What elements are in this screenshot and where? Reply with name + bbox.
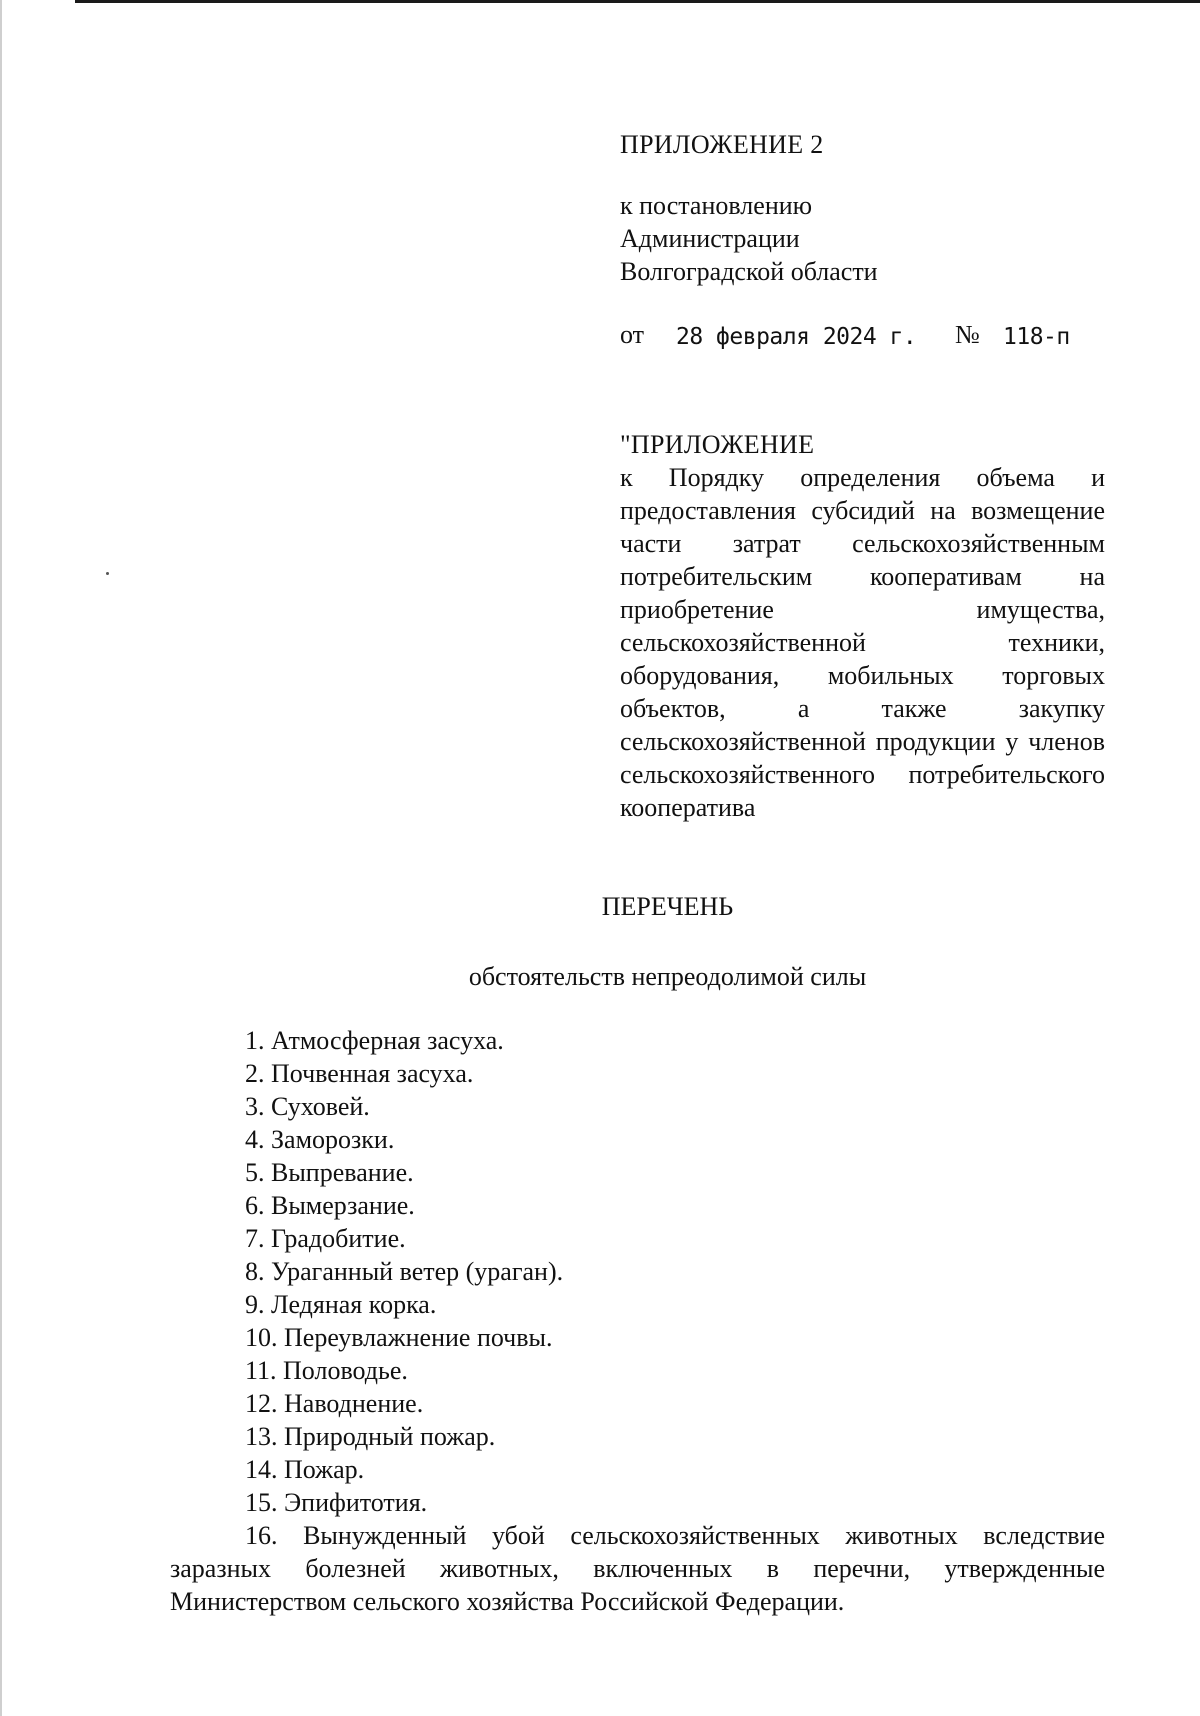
list-title: ПЕРЕЧЕНЬ [601, 892, 734, 921]
list-item: 4. Заморозки. [245, 1125, 395, 1154]
document-number: 118-п [1003, 324, 1070, 350]
list-item: 14. Пожар. [245, 1455, 365, 1484]
quoted-appendix-body: к Порядку определения объема и предоставления субсидий на возмещение части затрат сельскохозяйственным потребительским кооперативам на приобретение имущества, сельскохозяйственной техники, оборудования, мобильных торговых объектов, а также закупку сельскохозяйственной продукции у членов сельскохозяйственного потребительского кооператива [620, 463, 1105, 822]
list-item: 16. Вынужденный убой сельскохозяйственных животных вследствие заразных болезней животных, включенных в перечни, утвержденные Министерством сельского хозяйства Российской Федерации. [170, 1521, 1105, 1616]
document-date: 28 февраля 2024 г. [676, 324, 917, 350]
date-prefix: от [620, 320, 645, 349]
scan-left-edge [0, 0, 2, 1716]
quoted-appendix-block [620, 428, 1105, 824]
date-number-line [620, 318, 1105, 354]
list-item: 5. Выпревание. [245, 1158, 414, 1187]
appendix-header [620, 128, 1105, 354]
list-item: 12. Наводнение. [245, 1389, 424, 1418]
list-item: 1. Атмосферная засуха. [245, 1026, 504, 1055]
list-item: 7. Градобитие. [245, 1224, 406, 1253]
to-line-1: к постановлению [620, 191, 813, 220]
list-item: 9. Ледяная корка. [245, 1290, 437, 1319]
scan-speck [106, 572, 109, 575]
list-item: 11. Половодье. [245, 1356, 408, 1385]
number-sign: № [955, 320, 980, 349]
list-item: 6. Вымерзание. [245, 1191, 415, 1220]
quoted-appendix-title: "ПРИЛОЖЕНИЕ [620, 430, 815, 459]
list-item: 3. Суховей. [245, 1092, 370, 1121]
to-line-3: Волгоградской области [620, 257, 878, 286]
list-item: 2. Почвенная засуха. [245, 1059, 474, 1088]
list-item: 10. Переувлажнение почвы. [245, 1323, 553, 1352]
to-line-2: Администрации [620, 224, 800, 253]
list-subtitle: обстоятельств непреодолимой силы [468, 962, 867, 991]
list-item: 8. Ураганный ветер (ураган). [245, 1257, 564, 1286]
force-majeure-list [170, 1024, 1105, 1618]
scan-top-edge [75, 0, 1200, 3]
list-item: 13. Природный пожар. [245, 1422, 496, 1451]
appendix-title: ПРИЛОЖЕНИЕ 2 [620, 130, 824, 159]
list-item: 15. Эпифитотия. [245, 1488, 428, 1517]
